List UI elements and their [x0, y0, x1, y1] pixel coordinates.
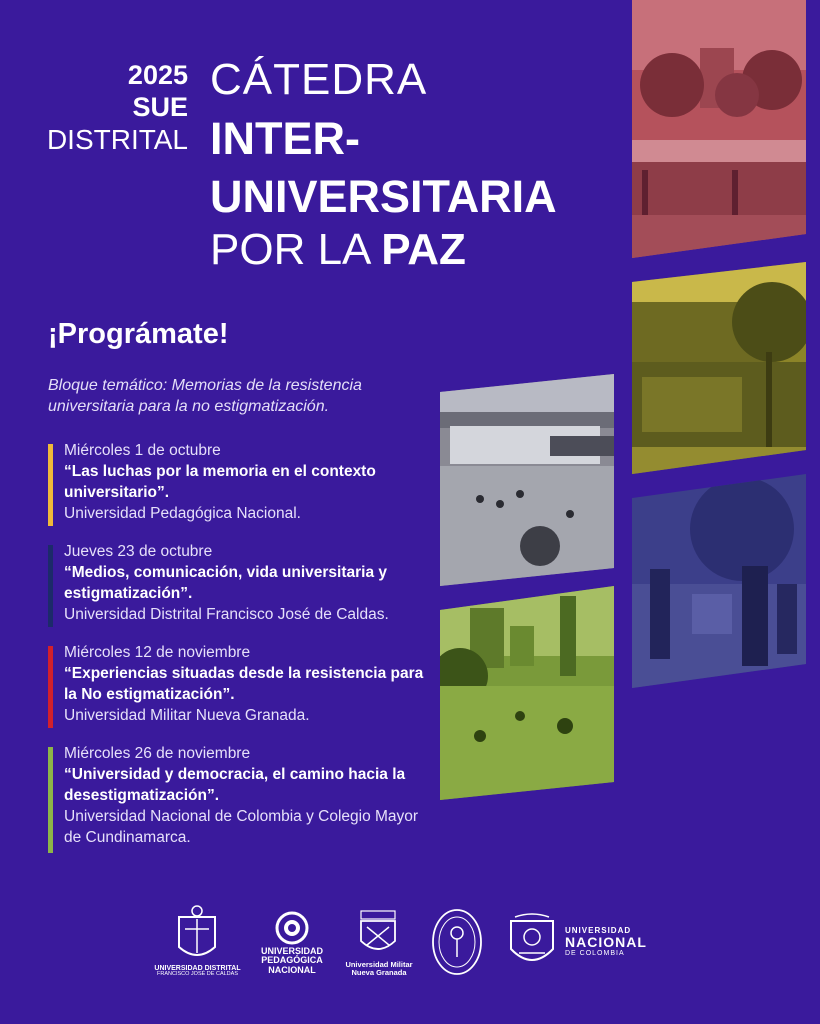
event-color-bar	[48, 545, 53, 627]
title-inter: INTER-	[210, 113, 360, 164]
event-date: Jueves 23 de octubre	[64, 543, 213, 560]
upn-logo-text-1: UNIVERSIDAD	[260, 946, 323, 956]
unal-crest-icon	[505, 913, 559, 973]
upn-logo-text-3: NACIONAL	[268, 964, 316, 975]
thematic-block-text: Bloque temático: Memorias de la resistencia universitaria para la no estigmatización.	[48, 377, 362, 415]
event-venue: Universidad Militar Nueva Granada.	[64, 707, 310, 724]
photo-mural-yellow	[632, 262, 806, 474]
event-venue: Universidad Nacional de Colombia y Colegio Mayor de Cundinamarca.	[64, 808, 419, 846]
title-por-la: POR LA	[210, 225, 382, 274]
event-color-bar	[48, 444, 53, 526]
unal-logo-text-3: DE COLOMBIA	[565, 950, 625, 958]
umng-logo-text-1: Universidad Militar	[345, 960, 413, 969]
distrital-logo-subtext: FRANCISCO JOSÉ DE CALDAS	[157, 971, 238, 978]
org-label-distrital: DISTRITAL	[46, 124, 188, 155]
distrital-logo-text: UNIVERSIDAD DISTRITAL	[154, 965, 241, 972]
title-paz: PAZ	[381, 225, 466, 274]
event-color-bar	[48, 646, 53, 728]
event-item	[48, 642, 438, 726]
upn-logo-text-2: PEDAGÓGICA	[261, 955, 323, 966]
umng-logo-text-2: Nueva Granada	[351, 967, 407, 977]
event-date: Miércoles 1 de octubre	[64, 442, 221, 459]
photo-campus-building-red	[632, 0, 806, 258]
title-universitaria: UNIVERSITARIA	[210, 171, 557, 222]
distrital-crest-icon	[175, 905, 219, 965]
umng-shield-icon	[355, 909, 401, 959]
event-item	[48, 541, 438, 625]
colegio-mayor-seal-icon	[430, 907, 484, 977]
photo-people-blue	[632, 474, 806, 688]
programate-heading: ¡Prográmate!	[48, 318, 229, 350]
event-item	[48, 743, 438, 848]
event-date: Miércoles 12 de noviembre	[64, 644, 251, 661]
year-label: 2025	[127, 60, 188, 90]
event-title: “Las luchas por la memoria en el contexto universitario”.	[64, 463, 376, 501]
title-catedra: CÁTEDRA	[210, 55, 428, 104]
photo-park-green	[440, 586, 614, 800]
unal-logo-text-1: UNIVERSIDAD	[565, 926, 632, 935]
title-por-la-paz	[210, 225, 466, 274]
logos-row	[150, 905, 690, 995]
event-item	[48, 440, 438, 524]
upn-circle-icon	[275, 911, 309, 945]
event-title: “Medios, comunicación, vida universitaria y estigmatización”.	[64, 564, 388, 602]
event-color-bar	[48, 747, 53, 853]
event-venue: Universidad Pedagógica Nacional.	[64, 505, 301, 522]
org-label-sue: SUE	[132, 92, 188, 122]
event-date: Miércoles 26 de noviembre	[64, 745, 251, 762]
event-title: “Universidad y democracia, el camino hacia la desestigmatización”.	[64, 766, 406, 804]
event-venue: Universidad Distrital Francisco José de Caldas.	[64, 606, 389, 623]
photo-plaza-gray	[440, 374, 614, 586]
unal-logo-text-2: NACIONAL	[565, 934, 647, 951]
event-title: “Experiencias situadas desde la resistencia para la No estigmatización”.	[64, 665, 424, 703]
